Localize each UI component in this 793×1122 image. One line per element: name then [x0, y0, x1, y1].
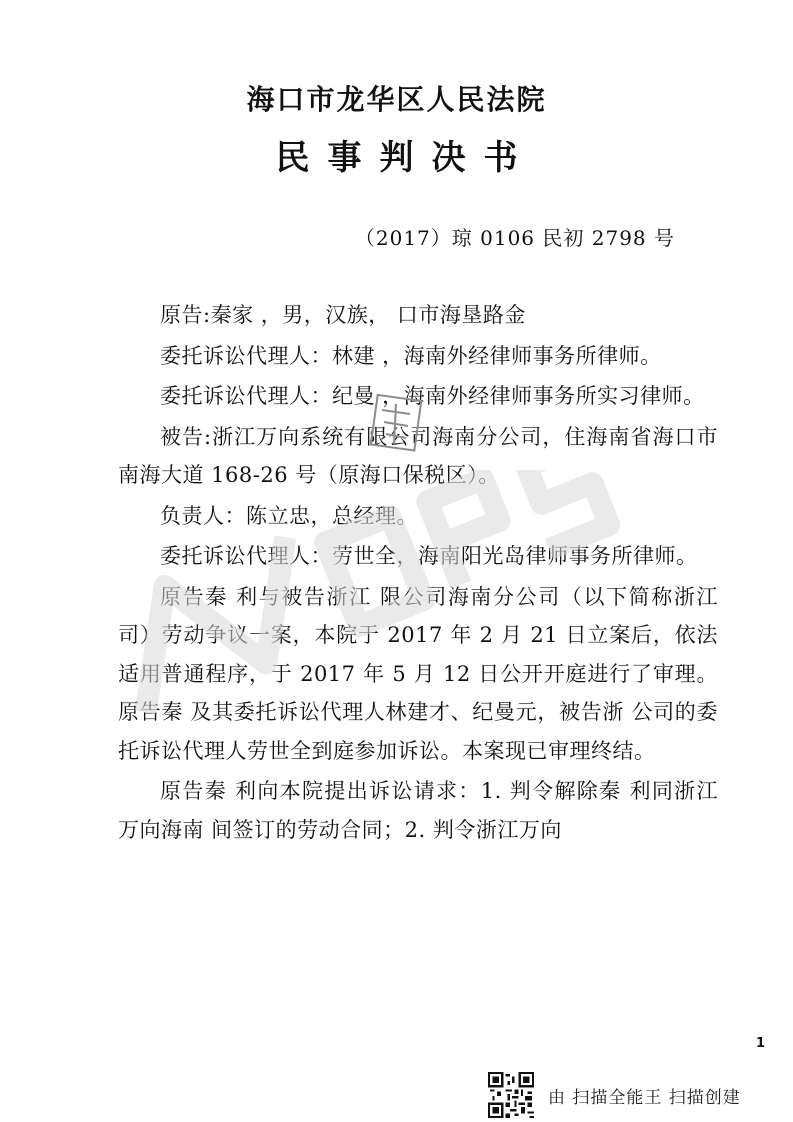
- scanner-app-text: 由 扫描全能王 扫描创建: [548, 1087, 741, 1108]
- paragraph-defendant-agent: 委托诉讼代理人：劳世全，海南阳光岛律师事务所律师。: [160, 544, 698, 568]
- scanner-footer: [488, 1070, 741, 1120]
- paragraph-plaintiff-agent-2: 委托诉讼代理人：纪曼 ，海南外经律师事务所实习律师。: [160, 384, 705, 408]
- court-name: 海口市龙华区人民法院: [246, 83, 547, 116]
- paragraph-defendant: 被告:浙江万向系统有限公司海南分公司，住海南省海口市南海大道 168-26 号（原海口保税区）。: [118, 424, 718, 487]
- judgment-body: [118, 296, 718, 849]
- case-number: （2017）琼 0106 民初 2798 号: [354, 226, 675, 250]
- paragraph-defendant-principal: 负责人：陈立忠，总经理。: [160, 503, 418, 528]
- qr-code-icon: [488, 1072, 534, 1118]
- document-type-title: 民事判决书: [275, 138, 536, 178]
- page-number: 1: [755, 1036, 765, 1051]
- paragraph-plaintiff: 原告:秦家 ，男，汉族， 口市海垦路金: [160, 303, 526, 327]
- paragraph-case-summary: 原告秦 利与被告浙江 限公司海南分公司（以下简称浙江 司）劳动争议一案，本院于 2017 年 2 月 21 日立案后，依法适用普通程序，于 2017 年 5 月 12 日公开开庭进行了审理。原告秦 及其委托诉讼代理人林建才、纪曼元，被告浙 公司的委托诉讼代理人劳世全到庭参加诉讼。本案现已审理终结。: [118, 584, 718, 763]
- seal-stamp-icon: [370, 392, 426, 454]
- paragraph-claims: 原告秦 利向本院提出诉讼请求：1. 判令解除秦 利同浙江万向海南 间签订的劳动合同；2. 判令浙江万向: [118, 779, 718, 842]
- paragraph-plaintiff-agent-1: 委托诉讼代理人：林建 ，海南外经律师事务所律师。: [160, 343, 662, 368]
